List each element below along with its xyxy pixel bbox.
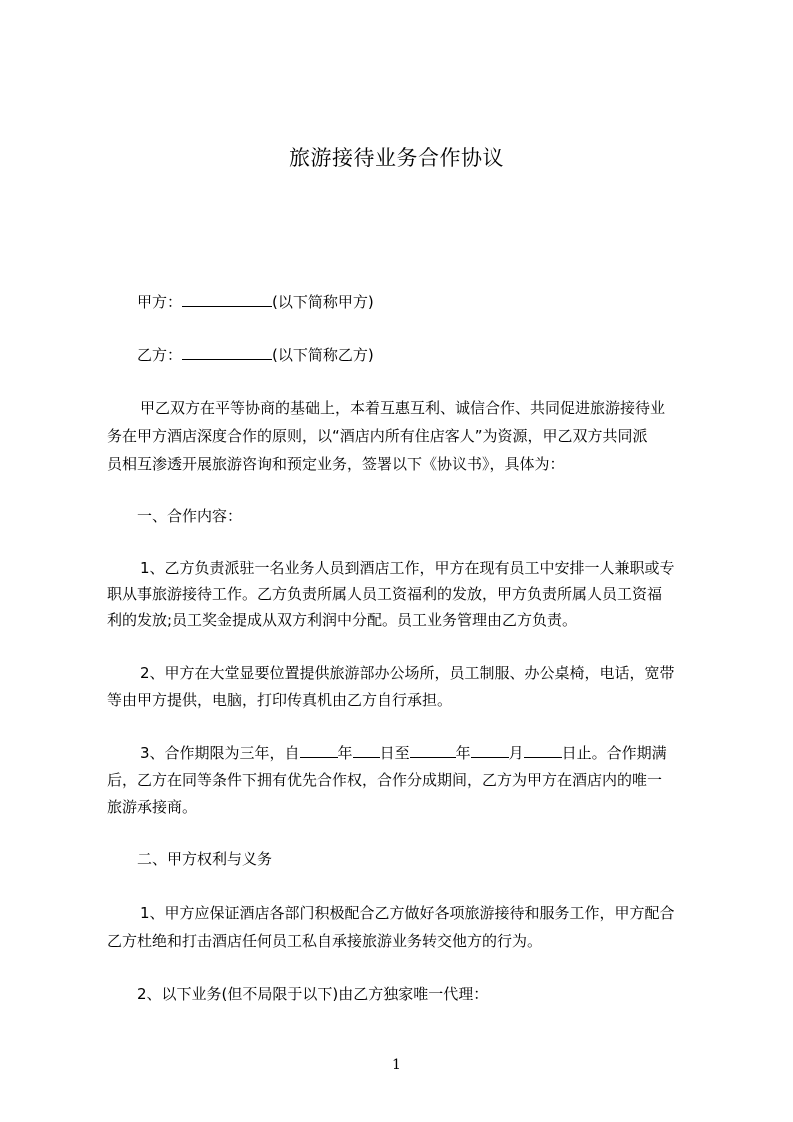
section-1-item-2-line-2: 等由甲方提供，电脑，打印传真机由乙方自行承担。 xyxy=(107,691,453,709)
section-1-item-3-line-1 xyxy=(140,743,667,763)
end-month-blank[interactable] xyxy=(471,743,509,758)
end-year-blank[interactable] xyxy=(410,743,456,758)
section-2-item-1-line-1: 1、甲方应保证酒店各部门积极配合乙方做好各项旅游接待和服务工作，甲方配合 xyxy=(140,904,675,922)
intro-line-3: 员相互渗透开展旅游咨询和预定业务，签署以下《协议书》，具体为： xyxy=(107,455,565,473)
section-1-item-3-line-3: 旅游承接商。 xyxy=(107,798,198,816)
party-a-blank[interactable] xyxy=(182,292,272,307)
end-day-blank[interactable] xyxy=(524,743,562,758)
term-text-3: 日至 xyxy=(379,744,410,762)
party-b-label: 乙方： xyxy=(137,346,183,364)
party-b-note: (以下简称乙方) xyxy=(272,346,374,364)
term-text-2: 年 xyxy=(337,744,353,762)
section-2-item-2: 2、以下业务(但不局限于以下)由乙方独家唯一代理： xyxy=(137,985,489,1003)
party-b-blank[interactable] xyxy=(182,345,272,360)
section-1-item-3-line-2: 后，乙方在同等条件下拥有优先合作权，合作分成期间，乙方为甲方在酒店内的唯一 xyxy=(107,771,663,789)
term-text-1: 3、合作期限为三年，自 xyxy=(140,744,300,762)
section-2-heading: 二、甲方权利与义务 xyxy=(137,850,273,868)
party-a-label: 甲方： xyxy=(137,293,183,311)
intro-line-1: 甲乙双方在平等协商的基础上，本着互惠互利、诚信合作、共同促进旅游接待业 xyxy=(140,399,666,417)
section-1-item-1-line-1: 1、乙方负责派驻一名业务人员到酒店工作，甲方在现有员工中安排一人兼职或专 xyxy=(140,559,675,577)
intro-line-2: 务在甲方酒店深度合作的原则，以“酒店内所有住店客人”为资源，甲乙双方共同派 xyxy=(107,427,648,445)
term-text-6: 日止。合作期满 xyxy=(561,744,667,762)
term-text-4: 年 xyxy=(455,744,471,762)
start-year-blank[interactable] xyxy=(300,743,338,758)
term-text-5: 月 xyxy=(508,744,524,762)
document-title: 旅游接待业务合作协议 xyxy=(289,146,504,170)
start-day-blank[interactable] xyxy=(353,743,380,758)
party-a-note: (以下简称甲方) xyxy=(272,293,374,311)
party-a-line xyxy=(137,292,374,312)
section-1-item-1-line-2: 职从事旅游接待工作。乙方负责所属人员工资福利的发放，甲方负责所属人员工资福 xyxy=(107,585,663,603)
section-1-heading: 一、合作内容： xyxy=(137,507,243,525)
section-1-item-1-line-3: 利的发放;员工奖金提成从双方利润中分配。员工业务管理由乙方负责。 xyxy=(107,611,578,629)
section-1-item-2-line-1: 2、甲方在大堂显要位置提供旅游部办公场所，员工制服、办公桌椅，电话，宽带 xyxy=(140,664,675,682)
party-b-line xyxy=(137,345,374,365)
section-2-item-1-line-2: 乙方杜绝和打击酒店任何员工私自承接旅游业务转交他方的行为。 xyxy=(107,932,543,950)
page-number: 1 xyxy=(392,1057,401,1073)
